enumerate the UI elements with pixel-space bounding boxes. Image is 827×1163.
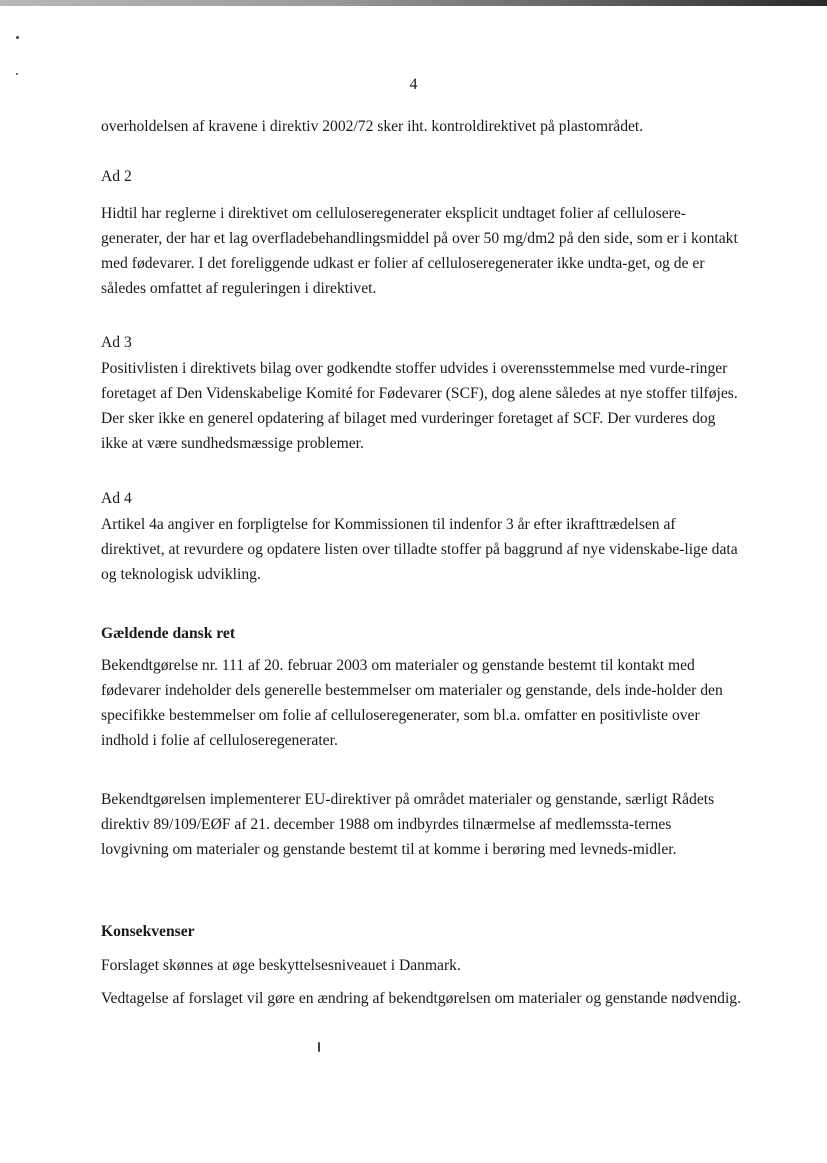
- scan-speck: [16, 36, 19, 39]
- paragraph-konsekvenser-2: Vedtagelse af forslaget vil gøre en ændring af bekendtgørelsen om materialer og genstande nødvendig.: [101, 990, 741, 1007]
- section-heading-ad3: Ad 3: [101, 334, 132, 351]
- scan-top-edge: [0, 0, 827, 6]
- section-heading-ad2: Ad 2: [101, 168, 132, 185]
- paragraph-intro: overholdelsen af kravene i direktiv 2002/72 sker iht. kontroldirektivet på plastområdet.: [101, 118, 644, 135]
- paragraph-dansk-ret-2: Bekendtgørelsen implementerer EU-direktiver på området materialer og genstande, særligt Rådets direktiv 89/109/EØF af 21. december 1988 om indbyrdes tilnærmelse af medlemssta-ternes lovgivning om materialer og genstande bestemt til at komme i berøring med levneds-midler.: [101, 791, 715, 858]
- paragraph-ad2: Hidtil har reglerne i direktivet om celluloseregenerater eksplicit undtaget folier af cellulosere-generater, der har et lag overfladebehandlingsmiddel på over 50 mg/dm2 på den side, som er i kontakt med fødevarer. I det foreliggende udkast er folier af celluloseregenerater ikke undta-get, og de er således omfattet af reguleringen i direktivet.: [101, 205, 738, 297]
- scan-speck: [16, 73, 18, 75]
- scan-speck: [318, 1042, 320, 1052]
- section-heading-gaeldende-dansk-ret: Gældende dansk ret: [101, 625, 236, 642]
- section-heading-ad4: Ad 4: [101, 490, 132, 507]
- paragraph-konsekvenser-1: Forslaget skønnes at øge beskyttelsesniveauet i Danmark.: [101, 957, 461, 974]
- page-number: 4: [409, 76, 418, 93]
- paragraph-ad4: Artikel 4a angiver en forpligtelse for Kommissionen til indenfor 3 år efter ikrafttrædelsen af direktivet, at revurdere og opdatere listen over tilladte stoffer på baggrund af nye videnskabe-lige data og teknologisk udvikling.: [101, 516, 738, 583]
- section-heading-konsekvenser: Konsekvenser: [101, 923, 195, 940]
- paragraph-dansk-ret-1: Bekendtgørelse nr. 111 af 20. februar 2003 om materialer og genstande bestemt til kontakt med fødevarer indeholder dels generelle bestemmelser om materialer og genstande, dels inde-holder den specifikke bestemmelser om folie af celluloseregenerater, som bl.a. omfatter en positivliste over indhold i folie af celluloseregenerater.: [101, 657, 723, 749]
- paragraph-ad3: Positivlisten i direktivets bilag over godkendte stoffer udvides i overensstemmelse med vurde-ringer foretaget af Den Videnskabelige Komité for Fødevarer (SCF), dog alene således at nye stoffer tilføjes. Der sker ikke en generel opdatering af bilaget med vurderinger foretaget af SCF. Der vurderes dog ikke at være sundhedsmæssige problemer.: [101, 360, 738, 452]
